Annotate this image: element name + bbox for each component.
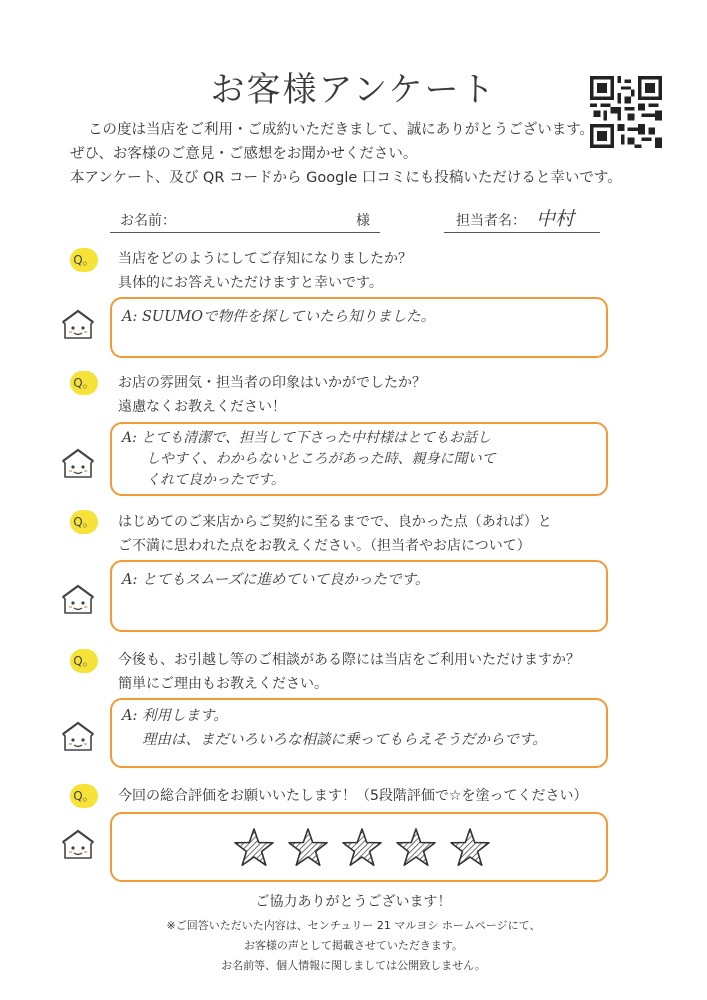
- house-mascot-icon: [60, 828, 96, 862]
- star-icon[interactable]: [343, 829, 381, 865]
- question-badge: Q。: [70, 649, 98, 673]
- honorific: 様: [356, 213, 370, 229]
- answer-box-4[interactable]: [110, 698, 608, 768]
- name-label: お名前：: [120, 213, 176, 229]
- answer-2-line-3: くれて良かったです。: [146, 472, 285, 488]
- house-mascot-icon: [60, 308, 96, 342]
- answer-3-line-1: A: とてもスムーズに進めていて良かったです。: [122, 572, 430, 588]
- question-5-line-1: 今回の総合評価をお願いいたします！（5段階評価で☆を塗ってください）: [118, 788, 588, 804]
- answer-4-line-1: A: 利用します。: [122, 708, 228, 724]
- question-badge: Q。: [70, 784, 98, 808]
- qr-code-icon: [590, 76, 662, 148]
- question-4-line-2: 簡単にご理由もお教えください。: [118, 676, 328, 692]
- question-1-line-2: 具体的にお答えいただけますと幸いです。: [118, 275, 383, 291]
- thanks-message: ご協力ありがとうございます！: [255, 894, 452, 910]
- star-icon[interactable]: [235, 829, 273, 865]
- house-mascot-icon: [60, 720, 96, 754]
- answer-1-line-1: A: SUUMOで物件を探していたら知りました。: [122, 309, 436, 325]
- intro-line: この度は当店をご利用・ご成約いただきまして、誠にありがとうございます。: [88, 122, 595, 138]
- intro-line: ぜひ、お客様のご意見・ご感想をお聞かせください。: [70, 146, 418, 162]
- house-mascot-icon: [60, 583, 96, 617]
- question-3-line-2: ご不満に思われた点をお教えください。（担当者やお店について）: [118, 538, 531, 554]
- footer-note-1: ※ご回答いただいた内容は、センチュリー 21 マルヨシ ホームページにて、: [166, 919, 541, 932]
- answer-box-3[interactable]: [110, 560, 608, 632]
- question-3-line-1: はじめてのご来店からご契約に至るまでで、良かった点（あれば）と: [118, 514, 552, 530]
- intro-line: 本アンケート、及び QR コードから Google 口コミにも投稿いただけると幸いです。: [70, 170, 622, 186]
- question-2-line-1: お店の雰囲気・担当者の印象はいかがでしたか？: [118, 375, 426, 391]
- question-badge: Q。: [70, 371, 98, 395]
- footer-note-2: お客様の声として掲載させていただきます。: [243, 939, 464, 952]
- star-rating[interactable]: [232, 826, 492, 870]
- question-badge: Q。: [70, 248, 98, 272]
- question-1-line-1: 当店をどのようにしてご存知になりましたか？: [118, 251, 412, 267]
- question-2-line-2: 遠慮なくお教えください！: [118, 399, 286, 415]
- question-badge: Q。: [70, 510, 98, 534]
- footer-note-3: お名前等、個人情報に関しましては公開致しません。: [221, 959, 486, 972]
- question-4-line-1: 今後も、お引越し等のご相談がある際には当店をご利用いただけますか？: [118, 652, 580, 668]
- staff-underline: [444, 232, 600, 233]
- answer-box-2[interactable]: [110, 422, 608, 496]
- answer-4-line-2: 理由は、まだいろいろな相談に乗ってもらえそうだからです。: [142, 732, 547, 748]
- staff-label: 担当者名：: [456, 213, 526, 229]
- star-icon[interactable]: [289, 829, 327, 865]
- answer-box-1[interactable]: [110, 297, 608, 358]
- star-icon[interactable]: [451, 829, 489, 865]
- page-title: お客様アンケート: [210, 70, 497, 110]
- answer-2-line-1: A: とても清潔で、担当して下さった中村様はとてもお話し: [122, 430, 491, 446]
- answer-2-line-2: しやすく、わからないところがあった時、親身に聞いて: [146, 451, 496, 467]
- star-icon[interactable]: [397, 829, 435, 865]
- house-mascot-icon: [60, 447, 96, 481]
- staff-name: 中村: [536, 208, 575, 230]
- name-underline: [110, 232, 380, 233]
